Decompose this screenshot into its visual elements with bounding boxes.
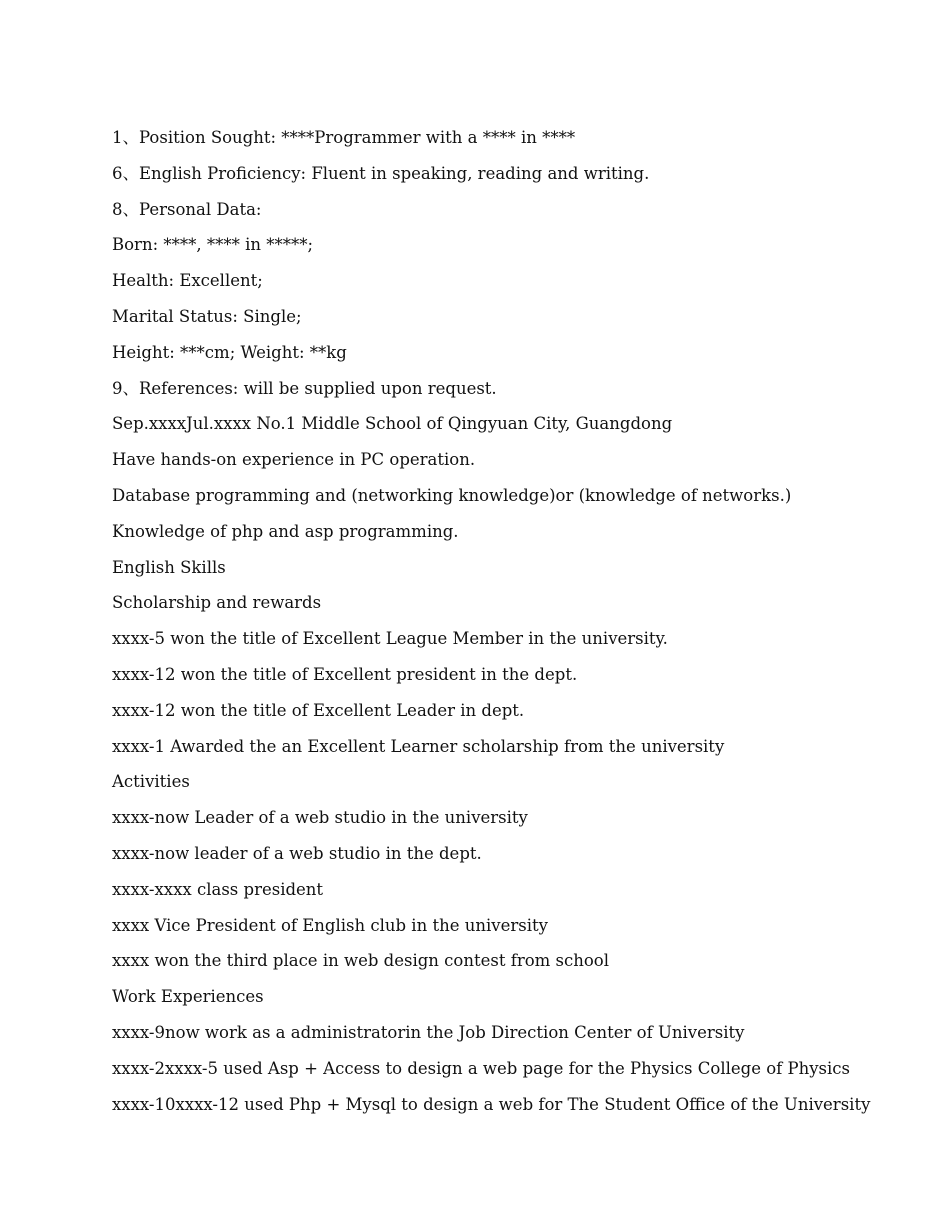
english-skills-heading: English Skills bbox=[112, 557, 226, 577]
work-item: xxxx-10xxxx-12 used Php + Mysql to design a web for The Student Office of the University bbox=[112, 1094, 871, 1114]
health-line: Health: Excellent; bbox=[112, 271, 263, 291]
activity-item: xxxx-xxxx class president bbox=[112, 879, 324, 899]
activity-item: xxxx won the third place in web design contest from school bbox=[112, 951, 610, 971]
position-sought-line: 1、Position Sought: ****Programmer with a **** in **** bbox=[112, 128, 576, 147]
activities-heading: Activities bbox=[112, 772, 190, 792]
activity-item: xxxx-now leader of a web studio in the dept. bbox=[112, 843, 482, 863]
reward-item: xxxx-12 won the title of Excellent president in the dept. bbox=[112, 664, 578, 684]
born-line: Born: ****, **** in *****; bbox=[112, 235, 314, 255]
personal-data-heading: 8、Personal Data: bbox=[112, 199, 262, 219]
height-weight-line: Height: ***cm; Weight: **kg bbox=[112, 342, 347, 362]
skill-php-asp-line: Knowledge of php and asp programming. bbox=[112, 521, 459, 541]
references-line: 9、References: will be supplied upon request. bbox=[112, 378, 497, 398]
skill-database-line: Database programming and (networking knowledge)or (knowledge of networks.) bbox=[112, 485, 792, 505]
scholarship-heading: Scholarship and rewards bbox=[112, 593, 322, 613]
reward-item: xxxx-12 won the title of Excellent Leader in dept. bbox=[112, 700, 525, 720]
document-body bbox=[112, 124, 912, 1126]
activity-item: xxxx Vice President of English club in the university bbox=[112, 915, 548, 935]
marital-status-line: Marital Status: Single; bbox=[112, 306, 302, 326]
english-proficiency-line: 6、English Proficiency: Fluent in speaking, reading and writing. bbox=[112, 163, 650, 183]
work-item: xxxx-2xxxx-5 used Asp + Access to design a web page for the Physics College of Physics bbox=[112, 1058, 851, 1078]
reward-item: xxxx-5 won the title of Excellent League Member in the university. bbox=[112, 629, 668, 649]
education-line: Sep.xxxxJul.xxxx No.1 Middle School of Qingyuan City, Guangdong bbox=[112, 414, 673, 434]
reward-item: xxxx-1 Awarded the an Excellent Learner scholarship from the university bbox=[112, 736, 725, 756]
work-item: xxxx-9now work as a administratorin the Job Direction Center of University bbox=[112, 1022, 745, 1042]
work-experiences-heading: Work Experiences bbox=[112, 987, 264, 1007]
skill-pc-line: Have hands-on experience in PC operation. bbox=[112, 450, 476, 470]
activity-item: xxxx-now Leader of a web studio in the university bbox=[112, 808, 528, 828]
